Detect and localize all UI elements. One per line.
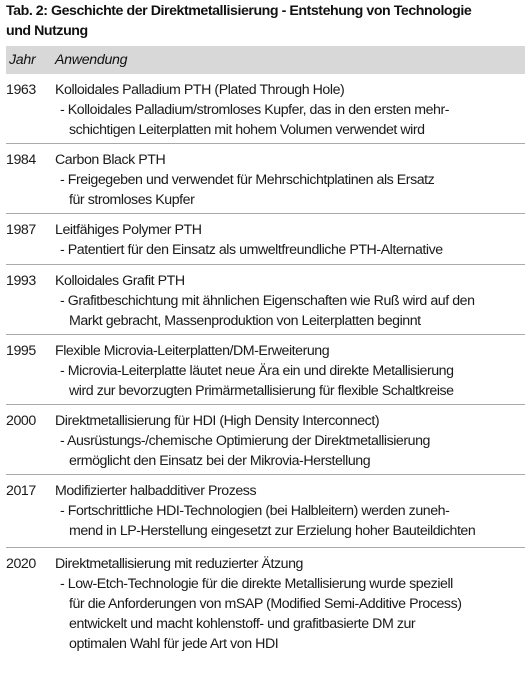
detail-line: - Microvia-Leiterplatte läutet neue Ära ein und direkte Metallisierung (60, 363, 454, 379)
row-title: Leitfähiges Polymer PTH (55, 222, 202, 238)
detail-line: - Low-Etch-Technologie für die direkte Metallisierung wurde speziell (60, 576, 453, 592)
detail-line: ermöglicht den Einsatz bei der Mikrovia-Herstellung (69, 453, 371, 469)
row-detail (55, 240, 525, 260)
header-application: Anwendung (55, 52, 128, 68)
detail-line: Markt gebracht, Massenproduktion von Leiterplatten beginnt (69, 313, 421, 329)
row-title: Kolloidales Palladium PTH (Plated Through Hole) (55, 82, 345, 98)
table-row (6, 548, 525, 663)
caption-line-1: Tab. 2: Geschichte der Direktmetallisierung - Entstehung von Technologie (6, 3, 472, 19)
detail-line: - Freigegeben und verwendet für Mehrschichtplatinen als Ersatz (60, 172, 435, 188)
detail-line: für stromloses Kupfer (69, 192, 195, 208)
table-caption (6, 0, 525, 46)
row-title: Direktmetallisierung mit reduzierter Ätzung (55, 556, 303, 572)
detail-line: - Kolloidales Palladium/stromloses Kupfer, das in den ersten mehr- (60, 102, 450, 118)
row-title: Modifizierter halbadditiver Prozess (55, 483, 257, 499)
row-year: 1984 (6, 152, 36, 168)
table-row (6, 214, 525, 265)
detail-line: mend in LP-Herstellung eingesetzt zur Erzielung hoher Bauteildichten (69, 523, 476, 539)
detail-line: für die Anforderungen von mSAP (Modified Semi-Additive Process) (69, 596, 462, 612)
history-table (6, 46, 525, 663)
row-content (55, 220, 525, 264)
row-content (55, 150, 525, 213)
detail-line: optimalen Wahl für jede Art von HDI (69, 636, 279, 652)
detail-line: wird zur bevorzugten Primärmetallisierung für flexible Schaltkreise (69, 383, 454, 399)
row-content (55, 554, 525, 663)
table-row (6, 405, 525, 475)
row-year: 1995 (6, 343, 36, 359)
caption-line-2: und Nutzung (6, 23, 88, 39)
row-title: Kolloidales Grafit PTH (55, 273, 185, 289)
table-row (6, 475, 525, 548)
row-detail (55, 431, 525, 471)
row-year: 1963 (6, 82, 36, 98)
row-year: 2020 (6, 556, 36, 572)
detail-line: entwickelt und macht kohlenstoff- und grafitbasierte DM zur (69, 616, 416, 632)
row-year: 1987 (6, 222, 36, 238)
row-detail (55, 100, 525, 140)
row-year: 2000 (6, 413, 36, 429)
detail-line: - Ausrüstungs-/chemische Optimierung der Direktmetallisierung (60, 433, 430, 449)
table-row (6, 265, 525, 335)
header-year: Jahr (9, 52, 36, 68)
row-content (55, 80, 525, 143)
table-row (6, 74, 525, 144)
row-year: 2017 (6, 483, 36, 499)
table-row (6, 144, 525, 214)
row-title: Carbon Black PTH (55, 152, 166, 168)
row-detail (55, 501, 525, 541)
row-detail (55, 574, 525, 654)
row-detail (55, 170, 525, 210)
detail-line: - Fortschrittliche HDI-Technologien (bei Halbleitern) werden zuneh- (60, 503, 450, 519)
row-content (55, 341, 525, 404)
row-content (55, 411, 525, 474)
row-detail (55, 291, 525, 331)
row-title: Flexible Microvia-Leiterplatten/DM-Erweiterung (55, 343, 330, 359)
row-content (55, 271, 525, 334)
detail-line: - Grafitbeschichtung mit ähnlichen Eigenschaften wie Ruß wird auf den (60, 293, 475, 309)
table-header (6, 46, 525, 74)
detail-line: - Patentiert für den Einsatz als umweltfreundliche PTH-Alternative (60, 242, 443, 258)
row-detail (55, 361, 525, 401)
detail-line: schichtigen Leiterplatten mit hohem Volumen verwendet wird (69, 122, 425, 138)
table-row (6, 335, 525, 405)
row-content (55, 481, 525, 547)
row-title: Direktmetallisierung für HDI (High Density Interconnect) (55, 413, 380, 429)
row-year: 1993 (6, 273, 36, 289)
